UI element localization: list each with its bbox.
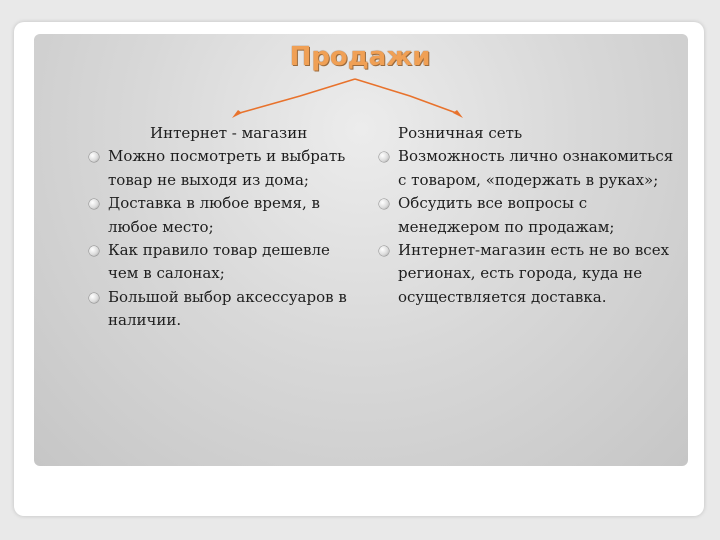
bullet-icon: [89, 152, 99, 162]
arrow-line-left: [236, 79, 355, 114]
list-item-text: Обсудить все вопросы с менеджером по продажам;: [398, 194, 615, 236]
list-item-text: Можно посмотреть и выбрать товар не выходя из дома;: [108, 147, 346, 189]
list-item: [374, 145, 684, 192]
online-store-list: [84, 145, 364, 332]
list-item-text: Большой выбор аксессуаров в наличии.: [108, 287, 347, 330]
arrowhead-left: [232, 110, 242, 118]
bullet-icon: [379, 246, 389, 256]
list-item-text: Доставка в любое время, в любое место;: [108, 194, 320, 236]
arrowhead-right: [453, 110, 463, 118]
online-store-heading: Интернет - магазин: [150, 124, 308, 142]
bullet-icon: [89, 199, 99, 209]
bullet-icon: [379, 199, 389, 209]
list-item-text: Интернет-магазин есть не во всех регионах, есть города, куда не осуществляется доставка.: [398, 241, 670, 306]
bullet-icon: [379, 152, 389, 162]
list-item-text: Возможность лично ознакомиться с товаром, «подержать в руках»;: [398, 147, 674, 189]
retail-chain-heading: Розничная сеть: [398, 124, 523, 142]
slide-title: Продажи: [289, 42, 431, 72]
bullet-icon: [89, 293, 99, 303]
list-item: [84, 192, 364, 239]
bullet-icon: [89, 246, 99, 256]
online-store-column: [84, 122, 364, 333]
list-item-text: Как правило товар дешевле чем в салонах;: [108, 241, 330, 283]
arrow-line-right: [355, 79, 459, 114]
list-item: [374, 239, 684, 309]
list-item: [84, 145, 364, 192]
list-item: [84, 239, 364, 286]
retail-chain-list: [374, 145, 684, 309]
retail-chain-column: [374, 122, 684, 309]
list-item: [374, 192, 684, 239]
list-item: [84, 286, 364, 333]
